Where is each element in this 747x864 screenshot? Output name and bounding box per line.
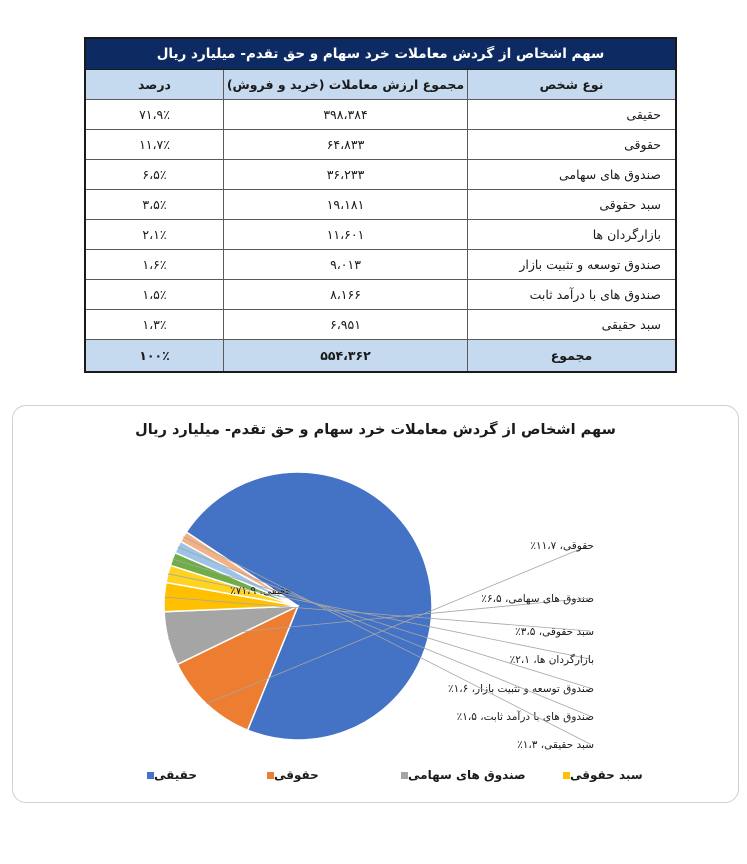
slice-label: صندوق های با درآمد ثابت، ۱،۵٪ — [456, 711, 594, 723]
table-header-row — [86, 69, 675, 99]
cell-type: حقوقی — [467, 130, 675, 159]
cell-value: ۶،۹۵۱ — [223, 310, 467, 339]
cell-percent: ۷۱،۹٪ — [139, 107, 170, 122]
total-value: ۵۵۴،۳۶۲ — [223, 340, 467, 371]
legend-item — [395, 768, 526, 782]
data-table — [84, 37, 677, 373]
cell-type: حقیقی — [467, 100, 675, 129]
table-row — [86, 189, 675, 219]
cell-percent: ۶،۵٪ — [142, 167, 167, 182]
cell-value: ۸،۱۶۶ — [223, 280, 467, 309]
legend-swatch — [267, 772, 274, 779]
legend-label: صندوق های سهامی — [408, 768, 526, 782]
cell-value: ۱۹،۱۸۱ — [223, 190, 467, 219]
cell-percent: ۱۱،۷٪ — [139, 137, 170, 152]
chart-legend — [13, 768, 738, 788]
header-value: مجموع ارزش معاملات (خرید و فروش) — [223, 70, 467, 99]
cell-type: صندوق توسعه و تثبیت بازار — [467, 250, 675, 279]
legend-swatch — [563, 772, 570, 779]
chart-title: سهم اشخاص از گردش معاملات خرد سهام و حق تقدم- میلیارد ریال — [135, 422, 616, 438]
table-row — [86, 249, 675, 279]
cell-value: ۳۶،۲۳۳ — [223, 160, 467, 189]
pie-chart — [13, 406, 738, 802]
slice-label: سبد حقوقی، ۳،۵٪ — [515, 626, 594, 638]
slice-label: حقیقی، ۷۱،۹٪ — [230, 585, 292, 597]
table-total-row — [86, 339, 675, 371]
table-row — [86, 279, 675, 309]
cell-value: ۱۱،۶۰۱ — [223, 220, 467, 249]
table-title: سهم اشخاص از گردش معاملات خرد سهام و حق تقدم- میلیارد ریال — [86, 39, 675, 69]
cell-value: ۹،۰۱۳ — [223, 250, 467, 279]
total-type: مجموع — [467, 340, 675, 371]
legend-item — [261, 768, 319, 782]
table-row — [86, 129, 675, 159]
cell-percent: ۱،۳٪ — [142, 317, 167, 332]
table-row — [86, 99, 675, 129]
header-percent: درصد — [138, 77, 171, 92]
slice-label: حقوقی، ۱۱،۷٪ — [530, 540, 594, 552]
cell-percent: ۳،۵٪ — [142, 197, 167, 212]
cell-type: سبد حقوقی — [467, 190, 675, 219]
pie-chart-panel — [12, 405, 739, 803]
cell-value: ۳۹۸،۳۸۴ — [223, 100, 467, 129]
legend-label: سبد حقوقی — [570, 768, 643, 782]
cell-percent: ۱،۵٪ — [142, 287, 167, 302]
legend-item — [141, 768, 197, 782]
legend-swatch — [401, 772, 408, 779]
cell-type: بازارگردان ها — [467, 220, 675, 249]
total-percent: ۱۰۰٪ — [139, 348, 170, 363]
cell-type: صندوق های با درآمد ثابت — [467, 280, 675, 309]
header-type: نوع شخص — [467, 70, 675, 99]
cell-value: ۶۴،۸۳۳ — [223, 130, 467, 159]
legend-label: حقوقی — [274, 768, 319, 782]
slice-label: صندوق های سهامی، ۶،۵٪ — [481, 593, 594, 605]
cell-percent: ۲،۱٪ — [142, 227, 167, 242]
cell-type: سبد حقیقی — [467, 310, 675, 339]
legend-swatch — [147, 772, 154, 779]
cell-type: صندوق های سهامی — [467, 160, 675, 189]
cell-percent: ۱،۶٪ — [142, 257, 167, 272]
legend-label: حقیقی — [154, 768, 197, 782]
slice-label: سبد حقیقی، ۱،۳٪ — [517, 739, 594, 751]
slice-label: صندوق توسعه و تثبیت بازار، ۱،۶٪ — [447, 683, 594, 695]
table-row — [86, 309, 675, 339]
table-row — [86, 159, 675, 189]
slice-label: بازارگردان ها، ۲،۱٪ — [509, 654, 594, 666]
legend-item — [557, 768, 643, 782]
table-row — [86, 219, 675, 249]
